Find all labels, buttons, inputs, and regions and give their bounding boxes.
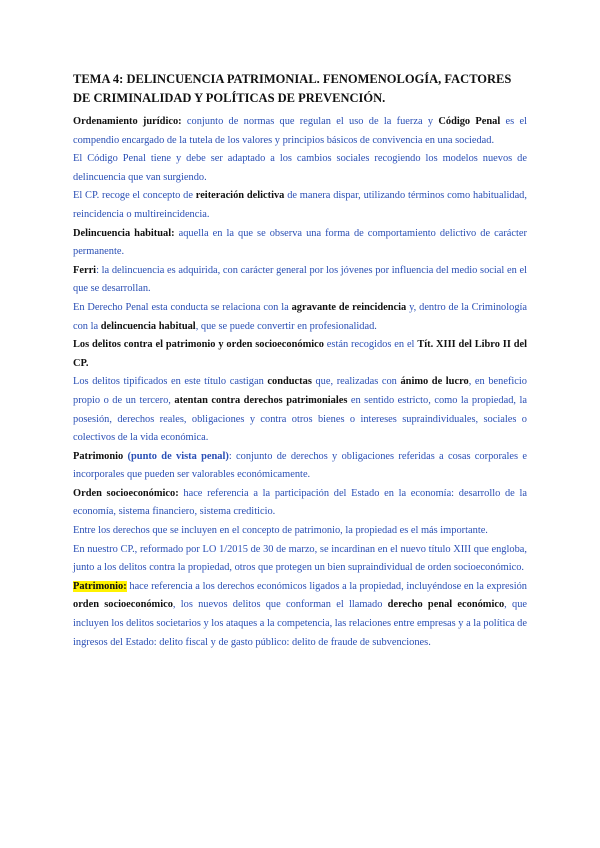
bold-term: Ferri: [73, 264, 97, 276]
paragraph: [73, 299, 527, 336]
bold-term: reiteración delictiva: [195, 190, 285, 202]
text-run: : conjunto de derechos y obligaciones referidas a cosas corporales e incorporales que pueden ser valorables económicamente.: [73, 450, 527, 481]
bold-term: Ordenamiento jurídico:: [73, 116, 182, 127]
document-title: TEMA 4: DELINCUENCIA PATRIMONIAL. FENOMENOLOGÍA, FACTORES DE CRIMINALIDAD Y POLÍTICAS DE PREVENCIÓN.: [73, 72, 512, 105]
bold-term: Tít. XIII del Libro II del CP.: [73, 339, 528, 369]
text-run: Entre los derechos que se incluyen en el concepto de patrimonio, la propiedad es el más importante.: [73, 525, 488, 537]
text-run: que, realizadas con: [311, 376, 401, 388]
paragraph: [73, 150, 527, 187]
text-run: El Código Penal tiene y debe ser adaptado a los cambios sociales recogiendo los modelos nuevos de delincuencia que van surgiendo.: [73, 153, 527, 183]
bold-term: derecho penal económico: [387, 599, 505, 611]
text-run: El CP. recoge el concepto de: [73, 190, 196, 202]
text-run: En nuestro CP., reformado por LO 1/2015 de 30 de marzo, se incardinan en el nuevo título XIII que engloba, junto a los delitos contra la propiedad, otros que protegen un bien supraindividual de orden socioeconómico.: [73, 543, 527, 574]
text-run: , en beneficio propio o de un tercero,: [73, 376, 527, 406]
text-run: y, dentro de la Criminología con la: [73, 301, 528, 332]
bold-term: Código Penal: [438, 116, 501, 127]
text-run: , los nuevos delitos que conforman el llamado: [172, 599, 388, 611]
paragraph: [73, 485, 527, 522]
bold-term: Orden socioeconómico:: [73, 487, 179, 499]
text-run: Los delitos tipificados en este título castigan: [73, 376, 268, 388]
text-run: , que incluyen los delitos societarios y los ataques a la competencia, las relaciones entre empresas y a la política de ingresos del Estado: delito fiscal y de gasto público: delito de fraude de subvenciones.: [73, 599, 528, 648]
paragraph: [73, 187, 527, 224]
text-run: hace referencia a la participación del Estado en la economía: desarrollo de la economía, sistema financiero, sistema crediticio.: [73, 487, 527, 518]
text-run: están recogidos en el: [323, 339, 418, 351]
bold-term: Patrimonio:: [73, 580, 127, 592]
paragraph: [73, 522, 527, 541]
bold-term: Los delitos contra el patrimonio y orden socioeconómico: [73, 339, 324, 351]
paragraph: [73, 225, 527, 262]
bold-term: orden socioeconómico: [73, 599, 173, 611]
bold-term: ánimo de lucro: [400, 376, 469, 388]
text-run: de manera dispar, utilizando términos como habitualidad, reincidencia o multireincidencia.: [73, 190, 527, 220]
text-run: hace referencia a los derechos económicos ligados a la propiedad, incluyéndose en la expresión: [126, 580, 527, 592]
paragraph: [73, 448, 527, 485]
text-run: En Derecho Penal esta conducta se relaciona con la: [73, 301, 292, 313]
paragraph: [73, 373, 527, 447]
bold-term: agravante de reincidencia: [291, 301, 407, 313]
paragraph: [73, 262, 527, 299]
bold-term: Patrimonio: [73, 450, 124, 462]
paragraph: [73, 336, 527, 373]
text-run: : la delincuencia es adquirida, con carácter general por los jóvenes por influencia del medio social en el que se desarrollan.: [73, 264, 527, 295]
text-run: conjunto de normas que regulan el uso de la fuerza y: [181, 116, 439, 127]
text-run: aquella en la que se observa una forma de comportamiento delictivo de carácter permanente.: [73, 227, 527, 258]
bold-term: conductas: [267, 376, 312, 388]
bold-term: (punto de vista penal): [127, 450, 229, 462]
document-page: [73, 70, 527, 652]
paragraph: [73, 578, 527, 652]
bold-term: Delincuencia habitual:: [73, 227, 175, 239]
text-run: en sentido estricto, como la propiedad, la posesión, derechos reales, obligaciones y contra otros bienes o intereses supraindividuales, sociales o colectivos de la vida económica.: [73, 394, 528, 444]
text-run: , que se puede convertir en profesionalidad.: [195, 320, 377, 332]
text-run: es el compendio encargado de la tutela de los valores y principios básicos de convivencia en una sociedad.: [73, 116, 527, 146]
paragraph: [73, 541, 527, 578]
paragraph: [73, 113, 527, 150]
bold-term: atentan contra derechos patrimoniales: [174, 394, 348, 406]
bold-term: delincuencia habitual: [100, 320, 196, 332]
document-body: [73, 113, 527, 652]
